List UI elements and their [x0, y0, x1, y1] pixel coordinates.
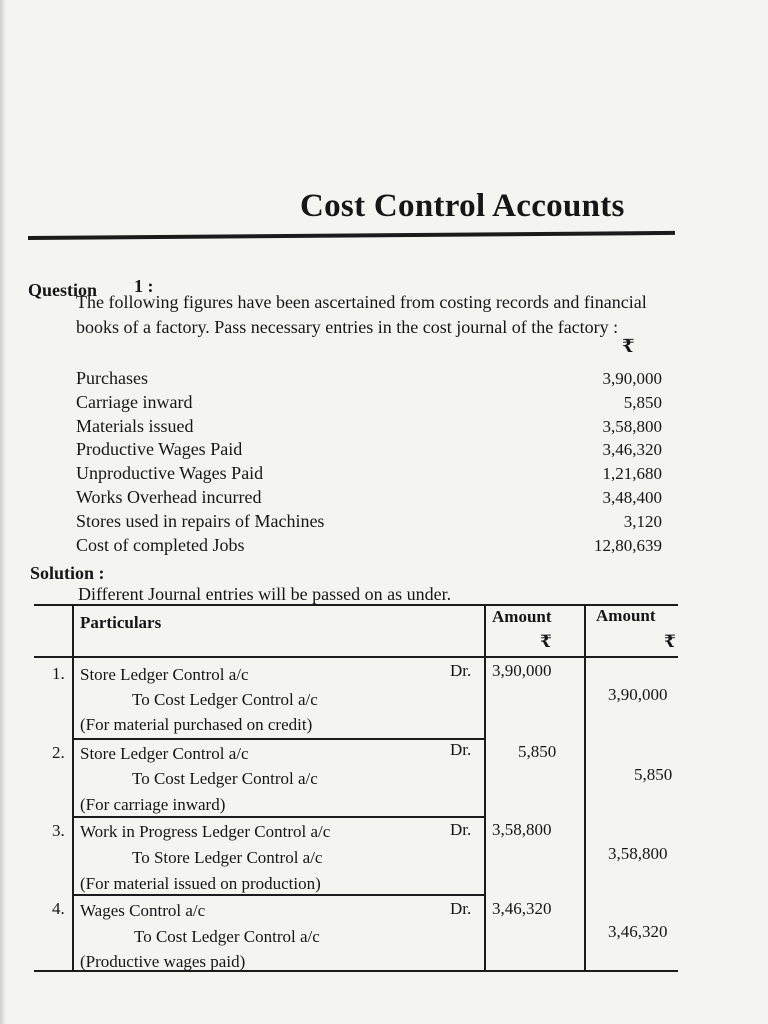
entry-debit-amount: 3,90,000 [492, 661, 552, 680]
entry-number: 4. [52, 899, 65, 918]
entry-narration: (For material purchased on credit) [80, 715, 313, 734]
title-rule [28, 231, 675, 240]
entry-narration: (Productive wages paid) [80, 952, 246, 971]
entry-dr-marker: Dr. [450, 740, 472, 759]
entry-debit-amount: 5,850 [518, 742, 557, 761]
figure-value: 3,58,800 [602, 416, 662, 436]
entry-debit-account: Work in Progress Ledger Control a/c [80, 822, 331, 841]
figures-list [76, 367, 662, 557]
entry-dr-marker: Dr. [450, 820, 472, 839]
figure-row [76, 462, 662, 486]
question-text: The following figures have been ascertained from costing records and financial books of a factory. Pass necessary entries in the cost journal of the factory : [76, 292, 647, 337]
figure-row [76, 486, 662, 510]
figure-label: Unproductive Wages Paid [76, 463, 264, 484]
figure-value: 12,80,639 [594, 535, 662, 555]
table-top-rule [34, 604, 678, 606]
entry-dr-marker: Dr. [450, 899, 472, 918]
figure-row [76, 438, 662, 462]
entry-credit-account: To Cost Ledger Control a/c [132, 690, 318, 709]
entry-debit-account: Wages Control a/c [80, 901, 206, 920]
header-currency-cr: ₹ [664, 632, 676, 651]
entry-debit-amount: 3,58,800 [492, 820, 552, 839]
entry-credit-account: To Cost Ledger Control a/c [132, 769, 318, 788]
entry-credit-account: To Cost Ledger Control a/c [134, 927, 320, 946]
question-number: 1 : [134, 276, 154, 296]
row-divider [74, 738, 486, 740]
figure-label: Purchases [76, 368, 148, 388]
figure-label: Materials issued [76, 415, 194, 436]
page-title: Cost Control Accounts [300, 188, 625, 224]
entry-debit-amount: 3,46,320 [492, 899, 552, 918]
entry-debit-account: Store Ledger Control a/c [80, 665, 249, 684]
entry-narration: (For carriage inward) [80, 795, 226, 814]
journal-table [34, 604, 678, 972]
currency-symbol: ₹ [622, 336, 635, 356]
col-divider-particulars [484, 604, 486, 972]
row-divider [74, 816, 486, 818]
figure-value: 5,850 [623, 392, 662, 412]
figure-row [76, 534, 662, 558]
entry-debit-account: Store Ledger Control a/c [80, 744, 249, 763]
header-amount-cr: Amount [596, 606, 656, 625]
solution-label: Solution : [30, 563, 105, 583]
entry-credit-amount: 3,58,800 [608, 844, 668, 863]
figure-row [76, 367, 662, 391]
figure-label: Productive Wages Paid [76, 439, 243, 460]
entry-credit-amount: 3,46,320 [608, 922, 668, 941]
header-particulars: Particulars [80, 613, 162, 632]
header-amount-dr: Amount [492, 607, 552, 626]
figure-label: Cost of completed Jobs [76, 534, 245, 555]
entry-credit-amount: 5,850 [634, 765, 673, 784]
entry-number: 2. [52, 743, 65, 762]
solution-intro: Different Journal entries will be passed on as under. [78, 584, 452, 604]
figure-label: Works Overhead incurred [76, 486, 262, 507]
header-bottom-rule [34, 656, 678, 658]
figure-label: Carriage inward [76, 391, 193, 412]
entry-dr-marker: Dr. [450, 661, 472, 680]
entry-credit-amount: 3,90,000 [608, 685, 668, 704]
figure-value: 1,21,680 [602, 464, 662, 484]
figure-row [76, 391, 662, 415]
figure-value: 3,120 [623, 511, 662, 531]
figure-value: 3,90,000 [602, 369, 662, 388]
entry-number: 3. [52, 821, 65, 840]
question-label: Question [28, 280, 98, 300]
page-edge-shadow [0, 0, 6, 1024]
figure-row [76, 415, 662, 439]
entry-credit-account: To Store Ledger Control a/c [132, 848, 323, 867]
figure-row [76, 510, 662, 534]
entry-narration: (For material issued on production) [80, 874, 321, 893]
col-divider-amount [584, 604, 586, 972]
header-currency-dr: ₹ [540, 632, 552, 651]
col-divider-no [72, 604, 74, 972]
entry-number: 1. [52, 664, 65, 683]
figure-value: 3,48,400 [602, 487, 662, 507]
row-divider [74, 894, 486, 896]
figure-label: Stores used in repairs of Machines [76, 510, 325, 531]
figure-value: 3,46,320 [602, 440, 662, 460]
